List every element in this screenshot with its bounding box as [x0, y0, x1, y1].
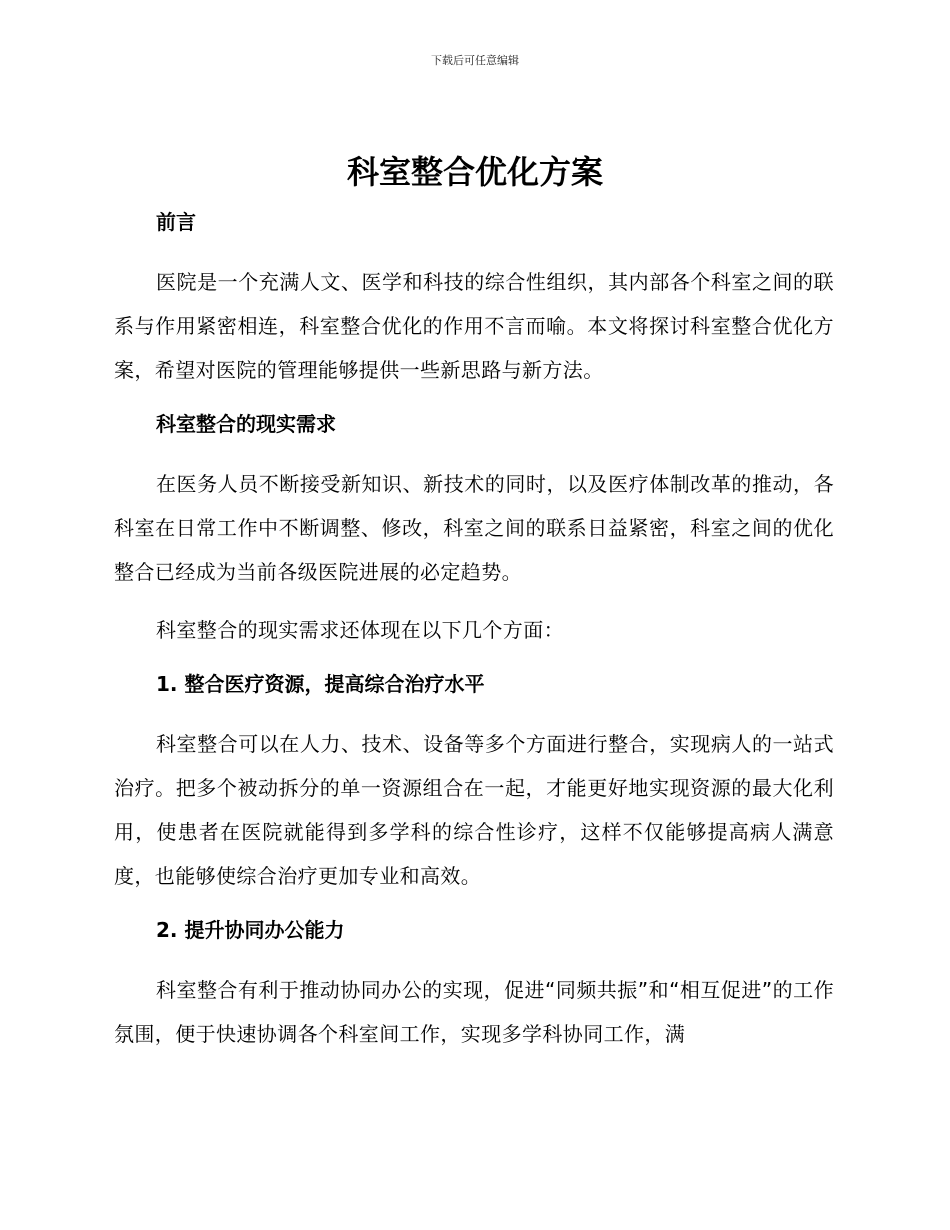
- document-title: 科室整合优化方案: [346, 153, 603, 191]
- item2-paragraph: 科室整合有利于推动协同办公的实现，促进“同频共振”和“相互促进”的工作氛围，便于快速协调各个科室间工作，实现多学科协同工作，满: [114, 978, 834, 1046]
- demand-heading: 科室整合的现实需求: [156, 412, 336, 436]
- demand-paragraph-1: 在医务人员不断接受新知识、新技术的同时，以及医疗体制改革的推动，各科室在日常工作中不断调整、修改，科室之间的联系日益紧密，科室之间的优化整合已经成为当前各级医院进展的必定趋势。: [114, 472, 834, 584]
- item1-heading: 1. 整合医疗资源，提高综合治疗水平: [156, 672, 485, 696]
- item2-heading: 2. 提升协同办公能力: [156, 918, 345, 942]
- preface-paragraph: 医院是一个充满人文、医学和科技的综合性组织，其内部各个科室之间的联系与作用紧密相连，科室整合优化的作用不言而喻。本文将探讨科室整合优化方案，希望对医院的管理能够提供一些新思路与新方法。: [114, 270, 834, 382]
- document-body: [114, 204, 834, 1056]
- item1-paragraph: 科室整合可以在人力、技术、设备等多个方面进行整合，实现病人的一站式治疗。把多个被动拆分的单一资源组合在一起，才能更好地实现资源的最大化利用，使患者在医院就能得到多学科的综合性诊疗，这样不仅能够提高病人满意度，也能够使综合治疗更加专业和高效。: [114, 732, 834, 888]
- page-header-note: 下载后可任意编辑: [431, 54, 519, 67]
- preface-heading: 前言: [156, 210, 196, 234]
- demand-paragraph-2: 科室整合的现实需求还体现在以下几个方面：: [156, 618, 564, 642]
